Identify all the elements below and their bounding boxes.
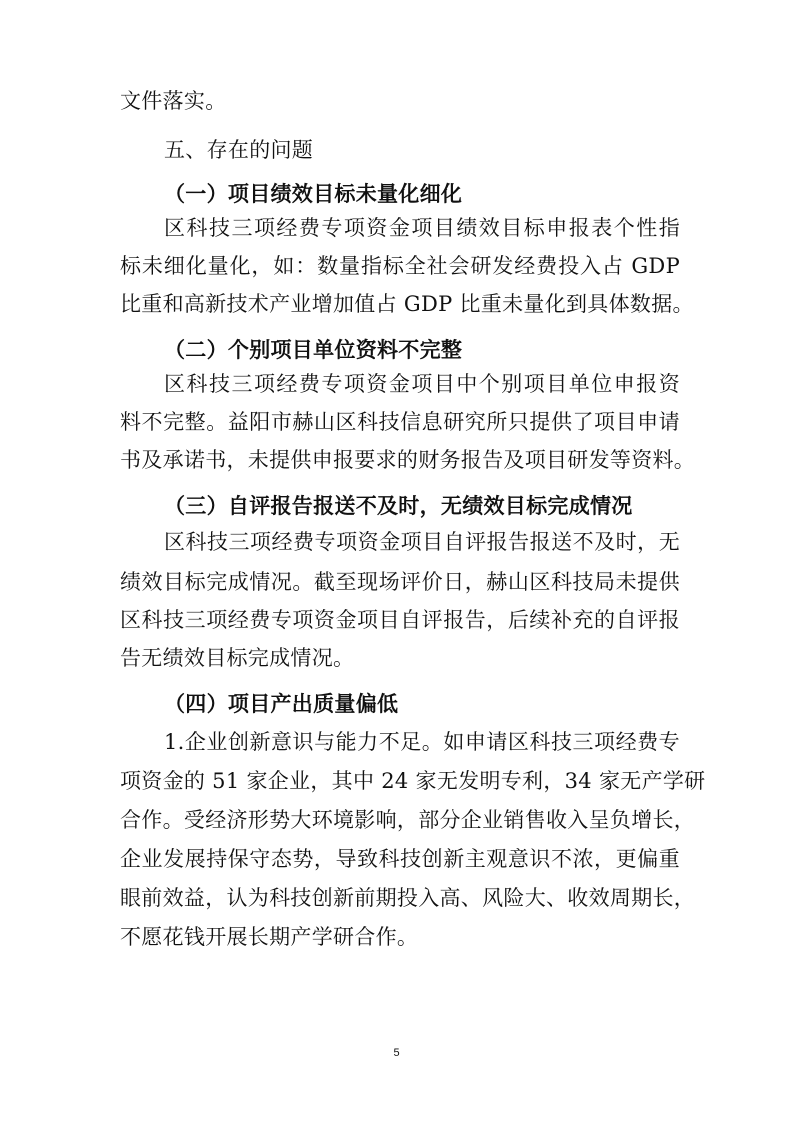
paragraph-2-line-2: 料不完整。益阳市赫山区科技信息研究所只提供了项目申请	[120, 410, 680, 434]
paragraph-3-line-4: 告无绩效目标完成情况。	[120, 646, 355, 670]
subsection-heading-4: （四）项目产出质量偏低	[164, 691, 399, 716]
subsection-heading-1: （一）项目绩效目标未量化细化	[164, 181, 463, 206]
paragraph-4-line-6: 不愿花钱开展长期产学研合作。	[120, 925, 419, 949]
paragraph-1-line-2: 标未细化量化，如：数量指标全社会研发经费投入占 GDP	[120, 254, 680, 278]
paragraph-4-line-4: 企业发展持保守态势，导致科技创新主观意识不浓，更偏重	[120, 847, 680, 871]
paragraph-4-line-5: 眼前效益，认为科技创新前期投入高、风险大、收效周期长，	[120, 886, 696, 910]
paragraph-3-line-2: 绩效目标完成情况。截至现场评价日，赫山区科技局未提供	[120, 570, 680, 594]
paragraph-4-line-3: 合作。受经济形势大环境影响，部分企业销售收入呈负增长，	[120, 808, 696, 832]
paragraph-3-line-3: 区科技三项经费专项资金项目自评报告，后续补充的自评报	[120, 608, 680, 632]
page-number: 5	[393, 1047, 400, 1059]
paragraph-1-line-1: 区科技三项经费专项资金项目绩效目标申报表个性指	[164, 216, 680, 240]
paragraph-1-line-3: 比重和高新技术产业增加值占 GDP 比重未量化到具体数据。	[120, 292, 694, 316]
subsection-heading-2: （二）个别项目单位资料不完整	[164, 337, 463, 362]
paragraph-4-line-2: 项资金的 51 家企业，其中 24 家无发明专利，34 家无产学研	[120, 769, 706, 793]
paragraph-4-line-1: 1.企业创新意识与能力不足。如申请区科技三项经费专	[164, 730, 680, 754]
paragraph-2-line-3: 书及承诺书，未提供申报要求的财务报告及项目研发等资料。	[120, 448, 696, 472]
paragraph-line-continuation: 文件落实。	[120, 89, 227, 113]
paragraph-2-line-1: 区科技三项经费专项资金项目中个别项目单位申报资	[164, 372, 680, 396]
subsection-heading-3: （三）自评报告报送不及时，无绩效目标完成情况	[164, 493, 633, 518]
section-heading: 五、存在的问题	[164, 138, 314, 162]
paragraph-3-line-1: 区科技三项经费专项资金项目自评报告报送不及时，无	[164, 530, 680, 554]
